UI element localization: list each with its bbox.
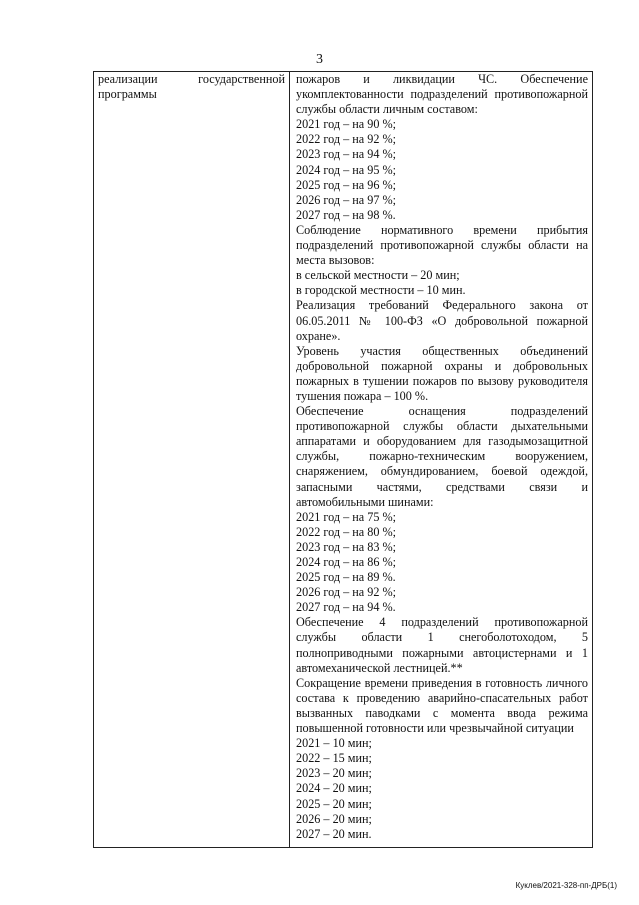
arrival-list — [296, 268, 588, 298]
list-item: 2024 год – на 95 %; — [296, 162, 396, 177]
list-item: 2021 год – на 75 %; — [296, 509, 396, 524]
list-item: 2025 год – на 89 %. — [296, 570, 396, 585]
list-item: в городской местности – 10 мин. — [296, 283, 466, 298]
list-item: 2022 год – на 80 %; — [296, 524, 396, 539]
list-item: в сельской местности – 20 мин; — [296, 268, 460, 283]
readiness-list — [296, 736, 588, 842]
table-cell-right — [290, 72, 592, 847]
list-item: 2025 год – на 96 %; — [296, 177, 396, 192]
left-cell-text: реализации государственной программы — [98, 72, 285, 102]
page-number: 3 — [316, 52, 323, 67]
list-item: 2026 год – на 97 %; — [296, 192, 396, 207]
list-item: 2023 год – на 94 %; — [296, 147, 396, 162]
paragraph-volunteer-participation: Уровень участия общественных объединений добровольной пожарной охраны и добровольных пожарных в тушении пожаров по вызову руководителя тушения пожара – 100 %. — [296, 343, 588, 403]
list-item: 2021 – 10 мин; — [296, 736, 372, 751]
list-item: 2027 – 20 мин. — [296, 826, 372, 841]
paragraph-arrival-time: Соблюдение нормативного времени прибытия подразделений противопожарной службы области на места вызовов: — [296, 222, 588, 268]
paragraph-vehicles: Обеспечение 4 подразделений противопожарной службы области 1 снегоболотоходом, 5 полноприводными пожарными автоцистернами и 1 автомеханической лестницей.** — [296, 615, 588, 675]
equipment-list — [296, 510, 588, 616]
list-item: 2022 год – на 92 %; — [296, 132, 396, 147]
list-item: 2025 – 20 мин; — [296, 796, 372, 811]
paragraph-staffing-intro: пожаров и ликвидации ЧС. Обеспечение укомплектованности подразделений противопожарной службы области личным составом: — [296, 72, 588, 117]
document-code: Куклев/2021-328-пп-ДРБ(1) — [515, 881, 617, 890]
paragraph-equipment: Обеспечение оснащения подразделений противопожарной службы области дыхательными аппаратами и оборудованием для газодымозащитной службы, пожарно-техническим вооружением, снаряжением, обмундированием, боевой одеждой, запасными частями, средствами связи и автомобильными шинами: — [296, 404, 588, 509]
list-item: 2022 – 15 мин; — [296, 751, 372, 766]
list-item: 2023 – 20 мин; — [296, 766, 372, 781]
list-item: 2023 год – на 83 %; — [296, 539, 396, 554]
list-item: 2021 год – на 90 %; — [296, 117, 396, 132]
list-item: 2026 год – на 92 %; — [296, 585, 396, 600]
program-table — [93, 71, 593, 848]
paragraph-federal-law: Реализация требований Федерального закона от 06.05.2011 № 100-ФЗ «О добровольной пожарной охране». — [296, 298, 588, 343]
list-item: 2024 – 20 мин; — [296, 781, 372, 796]
table-cell-left — [94, 72, 290, 847]
list-item: 2027 год – на 98 %. — [296, 207, 396, 222]
list-item: 2027 год – на 94 %. — [296, 600, 396, 615]
list-item: 2026 – 20 мин; — [296, 811, 372, 826]
paragraph-readiness: Сокращение времени приведения в готовность личного состава к проведению аварийно-спасательных работ вызванных паводками с момента ввода режима повышенной готовности или чрезвычайной ситуации — [296, 675, 588, 736]
staffing-list — [296, 117, 588, 223]
list-item: 2024 год – на 86 %; — [296, 555, 396, 569]
